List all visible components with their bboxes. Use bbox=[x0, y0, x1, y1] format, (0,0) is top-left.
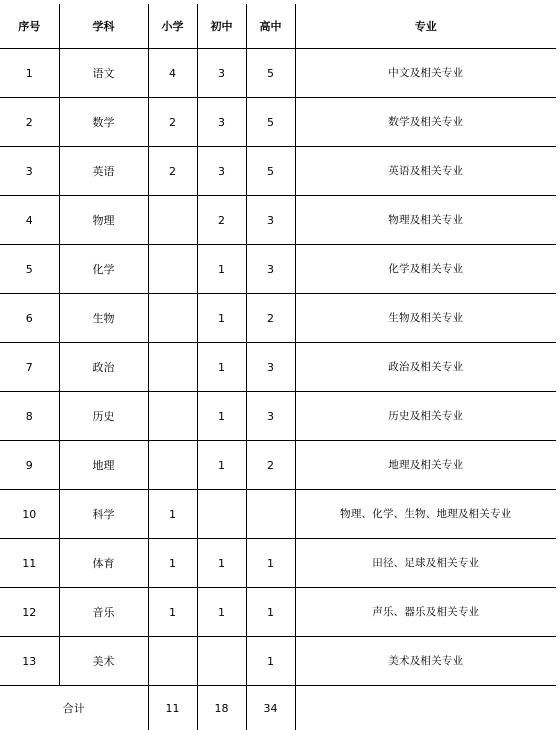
cell-major: 政治及相关专业 bbox=[295, 343, 556, 392]
cell-subject: 数学 bbox=[59, 98, 148, 147]
table-row bbox=[0, 343, 556, 392]
total-junior: 18 bbox=[197, 686, 246, 730]
table-row bbox=[0, 98, 556, 147]
cell-junior: 3 bbox=[197, 147, 246, 196]
cell-major: 历史及相关专业 bbox=[295, 392, 556, 441]
cell-index: 3 bbox=[0, 147, 59, 196]
cell-senior: 1 bbox=[246, 588, 295, 637]
cell-index: 5 bbox=[0, 245, 59, 294]
cell-subject: 历史 bbox=[59, 392, 148, 441]
cell-primary: 1 bbox=[148, 490, 197, 539]
table-row bbox=[0, 147, 556, 196]
cell-major: 物理及相关专业 bbox=[295, 196, 556, 245]
cell-index: 2 bbox=[0, 98, 59, 147]
cell-major: 生物及相关专业 bbox=[295, 294, 556, 343]
cell-senior: 1 bbox=[246, 637, 295, 686]
cell-subject: 体育 bbox=[59, 539, 148, 588]
cell-index: 13 bbox=[0, 637, 59, 686]
cell-major: 数学及相关专业 bbox=[295, 98, 556, 147]
cell-subject: 政治 bbox=[59, 343, 148, 392]
cell-senior: 5 bbox=[246, 147, 295, 196]
cell-senior: 1 bbox=[246, 539, 295, 588]
cell-subject: 生物 bbox=[59, 294, 148, 343]
total-senior: 34 bbox=[246, 686, 295, 730]
cell-junior: 1 bbox=[197, 392, 246, 441]
table-row bbox=[0, 637, 556, 686]
header-row bbox=[0, 4, 556, 49]
cell-primary bbox=[148, 392, 197, 441]
cell-subject: 地理 bbox=[59, 441, 148, 490]
cell-senior: 3 bbox=[246, 245, 295, 294]
table-row bbox=[0, 294, 556, 343]
header-senior: 高中 bbox=[246, 4, 295, 49]
total-primary: 11 bbox=[148, 686, 197, 730]
header-major: 专业 bbox=[295, 4, 556, 49]
cell-index: 11 bbox=[0, 539, 59, 588]
cell-junior: 1 bbox=[197, 588, 246, 637]
cell-subject: 英语 bbox=[59, 147, 148, 196]
cell-junior: 1 bbox=[197, 245, 246, 294]
header-subject: 学科 bbox=[59, 4, 148, 49]
cell-senior: 2 bbox=[246, 294, 295, 343]
cell-major: 田径、足球及相关专业 bbox=[295, 539, 556, 588]
cell-major: 声乐、器乐及相关专业 bbox=[295, 588, 556, 637]
cell-primary bbox=[148, 294, 197, 343]
cell-index: 7 bbox=[0, 343, 59, 392]
table-row bbox=[0, 539, 556, 588]
cell-index: 1 bbox=[0, 49, 59, 98]
table-row bbox=[0, 392, 556, 441]
table-row bbox=[0, 490, 556, 539]
cell-subject: 语文 bbox=[59, 49, 148, 98]
cell-index: 8 bbox=[0, 392, 59, 441]
cell-subject: 音乐 bbox=[59, 588, 148, 637]
cell-junior: 3 bbox=[197, 98, 246, 147]
cell-primary bbox=[148, 196, 197, 245]
cell-senior: 2 bbox=[246, 441, 295, 490]
header-primary: 小学 bbox=[148, 4, 197, 49]
table-row bbox=[0, 49, 556, 98]
cell-senior: 3 bbox=[246, 343, 295, 392]
total-major bbox=[295, 686, 556, 730]
cell-senior: 5 bbox=[246, 98, 295, 147]
cell-subject: 物理 bbox=[59, 196, 148, 245]
cell-major: 物理、化学、生物、地理及相关专业 bbox=[295, 490, 556, 539]
header-junior: 初中 bbox=[197, 4, 246, 49]
cell-senior bbox=[246, 490, 295, 539]
teacher-recruitment-table bbox=[0, 4, 556, 730]
table-row bbox=[0, 441, 556, 490]
cell-junior: 1 bbox=[197, 441, 246, 490]
header-index: 序号 bbox=[0, 4, 59, 49]
total-row bbox=[0, 686, 556, 730]
cell-primary bbox=[148, 245, 197, 294]
cell-junior: 1 bbox=[197, 539, 246, 588]
cell-primary: 2 bbox=[148, 98, 197, 147]
cell-senior: 3 bbox=[246, 196, 295, 245]
cell-subject: 美术 bbox=[59, 637, 148, 686]
cell-junior bbox=[197, 490, 246, 539]
cell-major: 化学及相关专业 bbox=[295, 245, 556, 294]
cell-primary bbox=[148, 343, 197, 392]
cell-index: 9 bbox=[0, 441, 59, 490]
cell-primary: 4 bbox=[148, 49, 197, 98]
cell-index: 4 bbox=[0, 196, 59, 245]
cell-primary: 1 bbox=[148, 539, 197, 588]
table-row bbox=[0, 196, 556, 245]
cell-junior: 2 bbox=[197, 196, 246, 245]
cell-subject: 科学 bbox=[59, 490, 148, 539]
cell-index: 12 bbox=[0, 588, 59, 637]
cell-junior: 1 bbox=[197, 343, 246, 392]
cell-major: 地理及相关专业 bbox=[295, 441, 556, 490]
cell-index: 10 bbox=[0, 490, 59, 539]
cell-primary: 1 bbox=[148, 588, 197, 637]
cell-primary bbox=[148, 441, 197, 490]
total-label: 合计 bbox=[0, 686, 148, 730]
cell-primary bbox=[148, 637, 197, 686]
table-row bbox=[0, 588, 556, 637]
cell-subject: 化学 bbox=[59, 245, 148, 294]
cell-junior: 3 bbox=[197, 49, 246, 98]
cell-major: 英语及相关专业 bbox=[295, 147, 556, 196]
cell-primary: 2 bbox=[148, 147, 197, 196]
cell-major: 中文及相关专业 bbox=[295, 49, 556, 98]
cell-senior: 3 bbox=[246, 392, 295, 441]
cell-major: 美术及相关专业 bbox=[295, 637, 556, 686]
cell-junior bbox=[197, 637, 246, 686]
cell-junior: 1 bbox=[197, 294, 246, 343]
table-row bbox=[0, 245, 556, 294]
cell-senior: 5 bbox=[246, 49, 295, 98]
cell-index: 6 bbox=[0, 294, 59, 343]
